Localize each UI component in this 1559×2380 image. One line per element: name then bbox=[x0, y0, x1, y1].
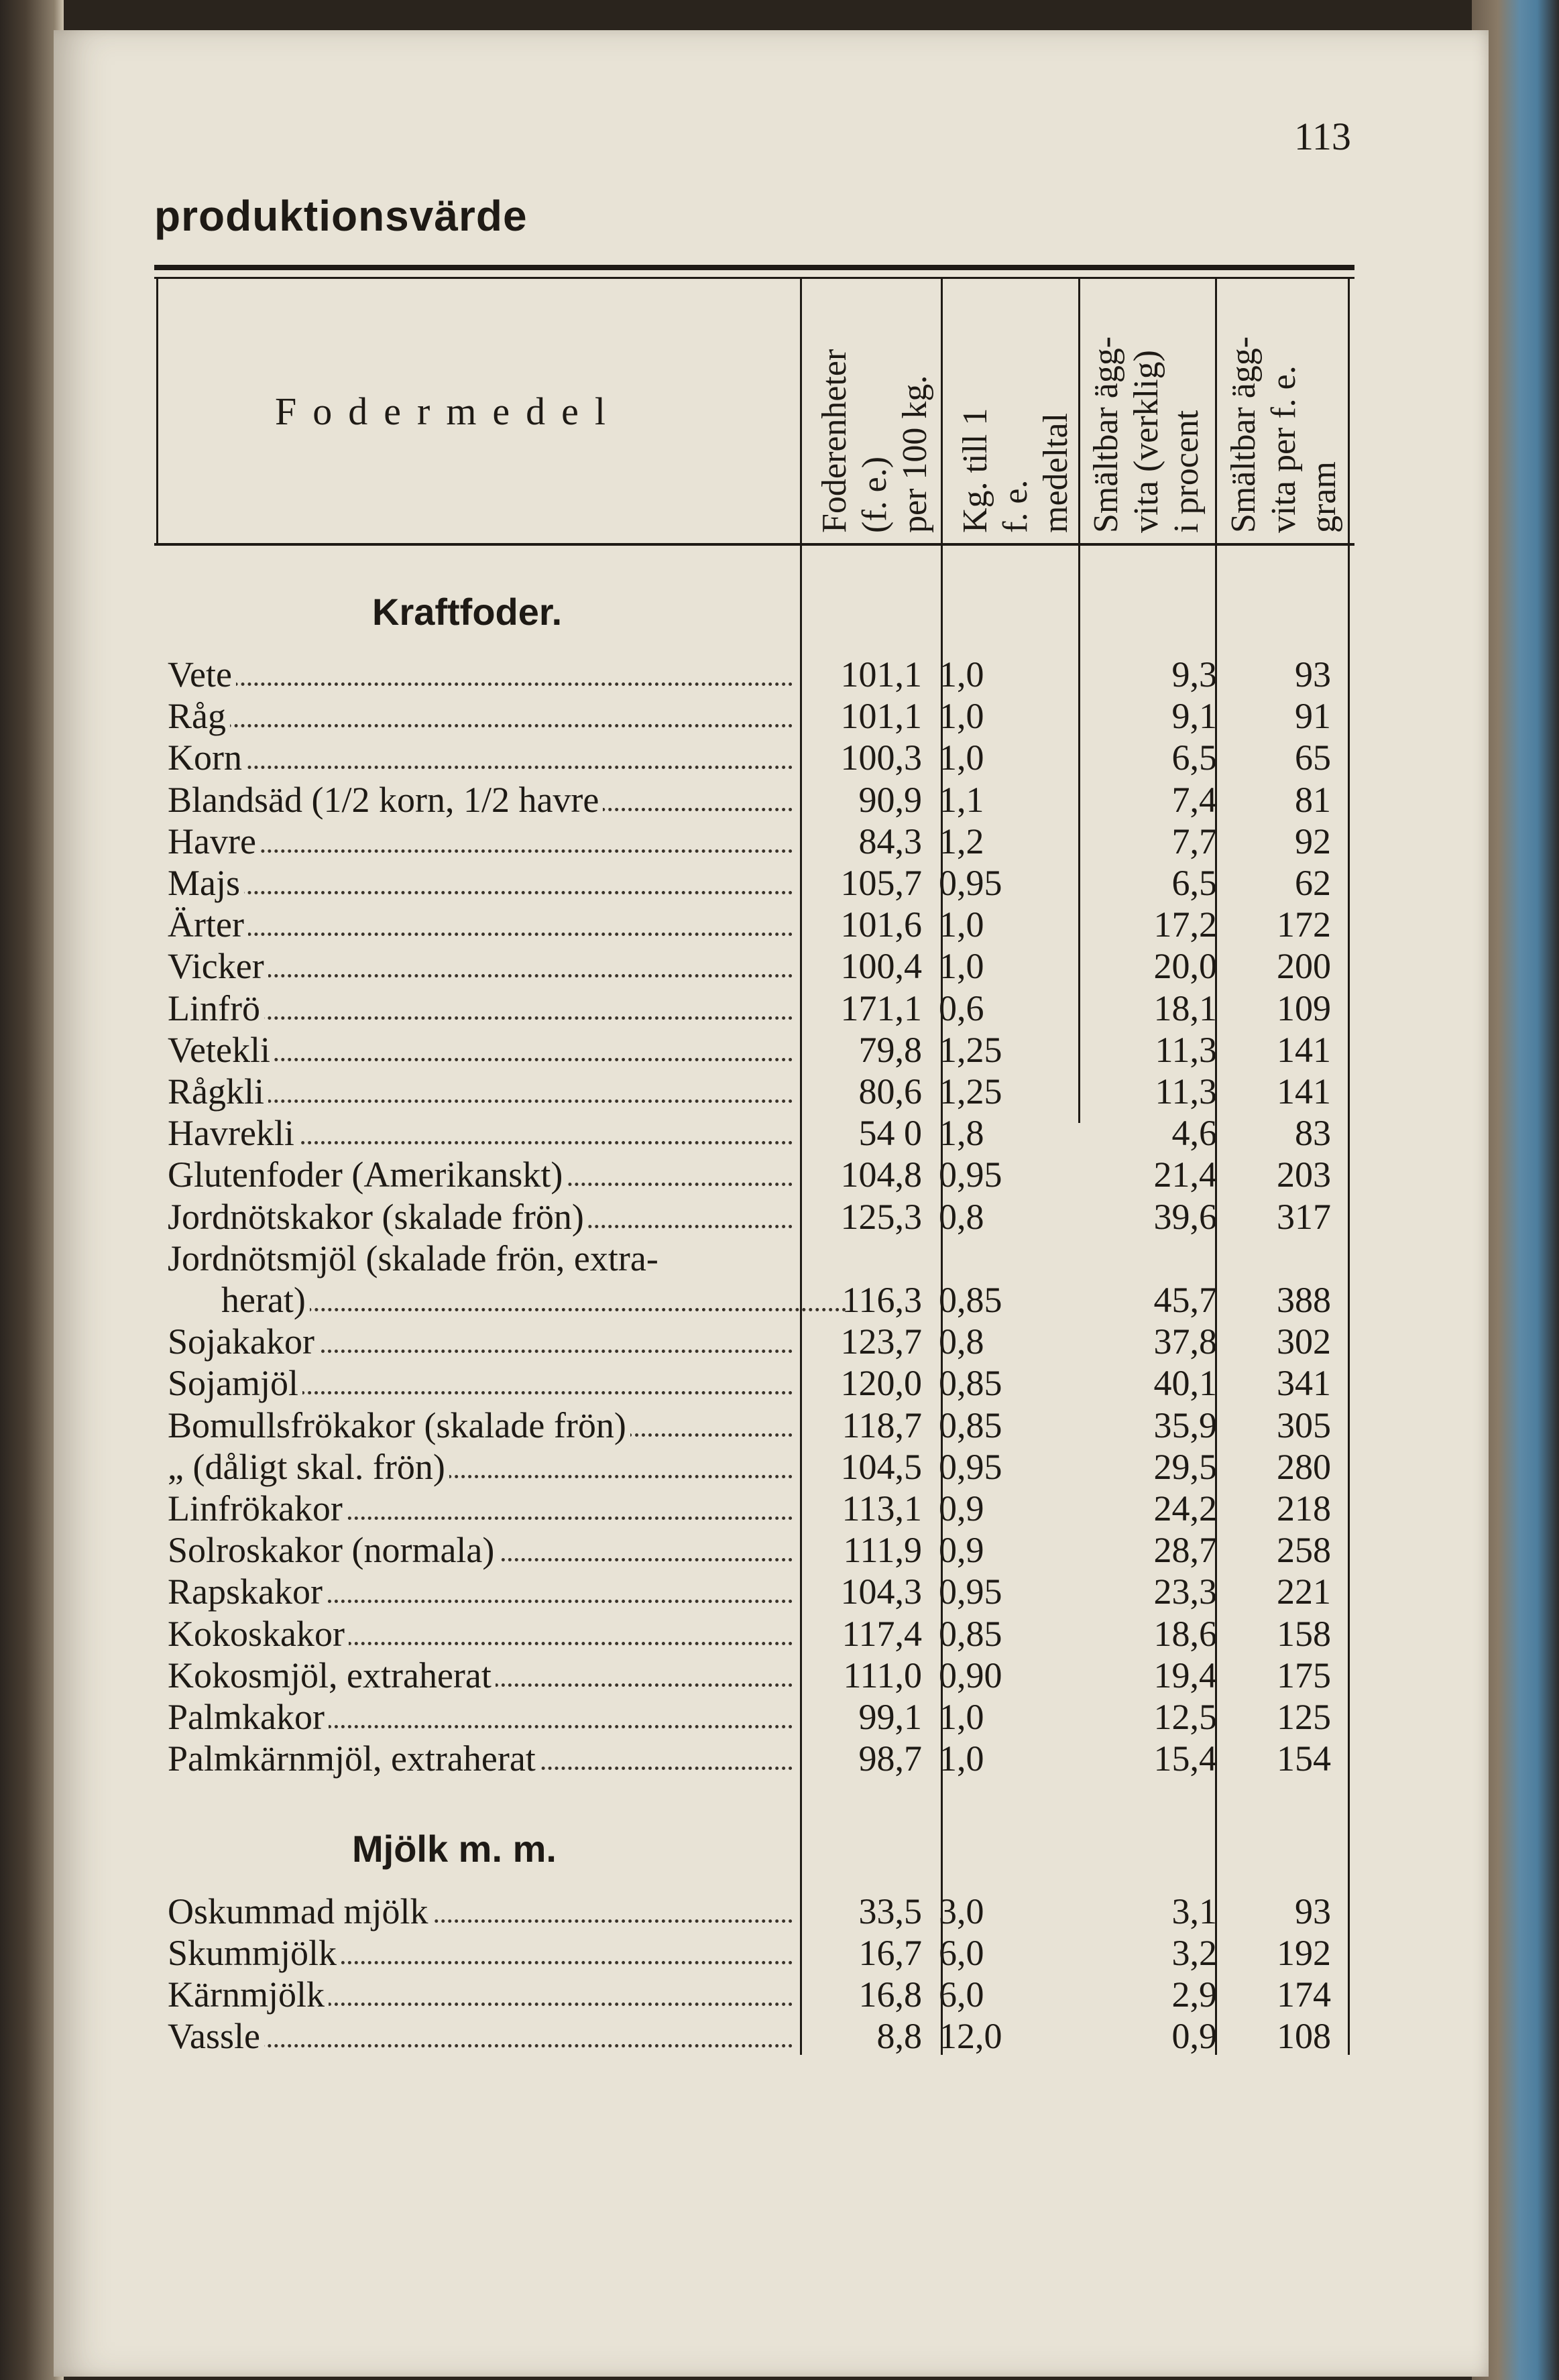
table-row bbox=[0, 1571, 1559, 1612]
table-row bbox=[0, 1362, 1559, 1404]
value-smaltbar-procent: 24,2 bbox=[1153, 1488, 1217, 1529]
table-row bbox=[0, 1238, 1559, 1279]
table-left-border bbox=[156, 278, 158, 543]
top-rule-thin bbox=[154, 277, 1354, 279]
table-row bbox=[0, 988, 1559, 1029]
value-kg-till-fe: 1,0 bbox=[939, 946, 984, 987]
table-row bbox=[0, 1112, 1559, 1154]
dot-leader bbox=[168, 766, 793, 769]
row-name bbox=[168, 1738, 798, 1779]
table-row bbox=[0, 1071, 1559, 1112]
value-kg-till-fe: 1,0 bbox=[939, 696, 984, 737]
value-smaltbar-procent: 18,6 bbox=[1153, 1613, 1217, 1654]
row-name-text: Kokosmjöl, extraherat bbox=[168, 1655, 496, 1695]
table-row bbox=[0, 1655, 1559, 1696]
row-name-text: Jordnötskakor (skalade frön) bbox=[168, 1197, 588, 1237]
row-name-text: Sojakakor bbox=[168, 1321, 319, 1362]
value-smaltbar-gram: 62 bbox=[1295, 863, 1331, 903]
value-smaltbar-procent: 11,3 bbox=[1155, 1071, 1217, 1112]
dot-leader bbox=[168, 849, 793, 853]
value-foderenheter: 125,3 bbox=[840, 1196, 922, 1237]
row-name bbox=[168, 1932, 798, 1974]
row-name bbox=[168, 1891, 798, 1932]
value-kg-till-fe: 0,85 bbox=[939, 1405, 1002, 1445]
row-name-text: Havre bbox=[168, 821, 260, 861]
value-foderenheter: 118,7 bbox=[842, 1405, 922, 1445]
value-kg-till-fe: 1,0 bbox=[939, 1697, 984, 1737]
value-foderenheter: 171,1 bbox=[840, 988, 922, 1028]
row-name-text: Linfrö bbox=[168, 988, 264, 1028]
value-smaltbar-procent: 21,4 bbox=[1153, 1154, 1217, 1195]
value-kg-till-fe: 0,85 bbox=[939, 1363, 1002, 1404]
value-smaltbar-gram: 388 bbox=[1277, 1280, 1331, 1320]
value-smaltbar-procent: 15,4 bbox=[1153, 1738, 1217, 1779]
value-smaltbar-gram: 93 bbox=[1295, 1891, 1331, 1931]
value-smaltbar-procent: 18,1 bbox=[1153, 988, 1217, 1028]
row-name-text: Oskummad mjölk bbox=[168, 1891, 432, 1931]
value-kg-till-fe: 6,0 bbox=[939, 1974, 984, 2015]
header-kg-till-fe: Kg. till 1 f. e. medeltal bbox=[956, 408, 1075, 533]
table-row bbox=[0, 695, 1559, 737]
value-smaltbar-gram: 280 bbox=[1277, 1446, 1331, 1487]
row-name bbox=[168, 737, 798, 778]
row-name bbox=[168, 1974, 798, 2015]
value-foderenheter: 117,4 bbox=[842, 1613, 922, 1654]
value-smaltbar-gram: 93 bbox=[1295, 654, 1331, 695]
value-kg-till-fe: 1,1 bbox=[939, 779, 984, 820]
row-name bbox=[168, 1405, 798, 1446]
value-smaltbar-gram: 125 bbox=[1277, 1697, 1331, 1737]
row-name bbox=[168, 821, 798, 862]
row-name bbox=[168, 1154, 798, 1195]
table-row bbox=[0, 1405, 1559, 1446]
dot-leader bbox=[168, 891, 793, 894]
value-kg-till-fe: 0,90 bbox=[939, 1655, 1002, 1695]
value-foderenheter: 111,9 bbox=[843, 1530, 922, 1571]
value-kg-till-fe: 0,95 bbox=[939, 1154, 1002, 1195]
row-name-text: Sojamjöl bbox=[168, 1363, 302, 1403]
value-smaltbar-procent: 37,8 bbox=[1153, 1321, 1217, 1362]
value-smaltbar-gram: 154 bbox=[1277, 1738, 1331, 1779]
row-name-text: Bomullsfrökakor (skalade frön) bbox=[168, 1405, 630, 1445]
value-foderenheter: 120,0 bbox=[840, 1363, 922, 1404]
row-name bbox=[168, 1696, 798, 1738]
row-name bbox=[168, 904, 798, 945]
value-smaltbar-gram: 141 bbox=[1277, 1071, 1331, 1112]
value-smaltbar-procent: 0,9 bbox=[1171, 2016, 1217, 2056]
table-row bbox=[0, 1279, 1559, 1321]
value-smaltbar-gram: 65 bbox=[1295, 737, 1331, 778]
row-name bbox=[168, 1196, 798, 1238]
row-name bbox=[168, 1488, 798, 1529]
value-foderenheter: 54 0 bbox=[858, 1113, 922, 1154]
row-name-text: „ (dåligt skal. frön) bbox=[168, 1447, 449, 1487]
table-row bbox=[0, 1974, 1559, 2015]
table-row bbox=[0, 821, 1559, 862]
table-row bbox=[0, 904, 1559, 945]
value-smaltbar-procent: 20,0 bbox=[1153, 946, 1217, 987]
row-name-text: Kärnmjölk bbox=[168, 1974, 329, 2015]
value-smaltbar-procent: 12,5 bbox=[1153, 1697, 1217, 1737]
value-foderenheter: 100,3 bbox=[840, 737, 922, 778]
value-kg-till-fe: 1,25 bbox=[939, 1071, 1002, 1112]
value-smaltbar-procent: 29,5 bbox=[1153, 1446, 1217, 1487]
value-foderenheter: 123,7 bbox=[840, 1321, 922, 1362]
row-name-text: Linfrökakor bbox=[168, 1488, 347, 1529]
value-foderenheter: 104,3 bbox=[840, 1571, 922, 1612]
value-foderenheter: 16,8 bbox=[858, 1974, 922, 2015]
table-row bbox=[0, 737, 1559, 778]
value-kg-till-fe: 0,95 bbox=[939, 1446, 1002, 1487]
row-name-text: Vicker bbox=[168, 946, 268, 986]
value-smaltbar-gram: 158 bbox=[1277, 1613, 1331, 1654]
value-foderenheter: 104,8 bbox=[840, 1154, 922, 1195]
value-foderenheter: 100,4 bbox=[840, 946, 922, 987]
value-smaltbar-procent: 23,3 bbox=[1153, 1571, 1217, 1612]
row-name-text: Solroskakor (normala) bbox=[168, 1530, 498, 1570]
row-name bbox=[168, 1362, 798, 1404]
value-smaltbar-gram: 305 bbox=[1277, 1405, 1331, 1445]
row-name bbox=[168, 1321, 798, 1362]
table-row bbox=[0, 1321, 1559, 1362]
table-row bbox=[0, 1154, 1559, 1195]
row-name bbox=[168, 862, 798, 904]
dot-leader bbox=[168, 682, 793, 686]
row-name-text: Majs bbox=[168, 863, 244, 903]
value-kg-till-fe: 0,95 bbox=[939, 863, 1002, 903]
row-name-text: Glutenfoder (Amerikanskt) bbox=[168, 1154, 567, 1195]
row-name bbox=[221, 1279, 852, 1321]
value-smaltbar-procent: 3,1 bbox=[1171, 1891, 1217, 1931]
table-row bbox=[0, 1446, 1559, 1488]
value-smaltbar-gram: 141 bbox=[1277, 1029, 1331, 1070]
value-smaltbar-gram: 81 bbox=[1295, 779, 1331, 820]
value-smaltbar-procent: 2,9 bbox=[1171, 1974, 1217, 2015]
value-smaltbar-procent: 4,6 bbox=[1171, 1113, 1217, 1154]
row-name-text: Råg bbox=[168, 696, 230, 736]
value-foderenheter: 101,1 bbox=[840, 654, 922, 695]
table-row bbox=[0, 779, 1559, 821]
row-name bbox=[168, 1238, 798, 1279]
row-name-text: Vetekli bbox=[168, 1030, 274, 1070]
table-row bbox=[0, 1196, 1559, 1238]
value-foderenheter: 101,6 bbox=[840, 904, 922, 945]
value-smaltbar-procent: 7,7 bbox=[1171, 821, 1217, 861]
value-foderenheter: 16,7 bbox=[858, 1933, 922, 1973]
value-foderenheter: 116,3 bbox=[842, 1280, 922, 1320]
header-smaltbar-procent: Smältbar ägg- vita (verklig) i procent bbox=[1087, 336, 1206, 533]
row-name-text: Palmkärnmjöl, extraherat bbox=[168, 1738, 540, 1779]
row-name bbox=[168, 1655, 798, 1696]
value-kg-till-fe: 0,85 bbox=[939, 1613, 1002, 1654]
table-row bbox=[0, 2015, 1559, 2057]
value-kg-till-fe: 1,8 bbox=[939, 1113, 984, 1154]
value-smaltbar-gram: 302 bbox=[1277, 1321, 1331, 1362]
value-smaltbar-gram: 258 bbox=[1277, 1530, 1331, 1571]
row-name-text: Jordnötsmjöl (skalade frön, extra- bbox=[168, 1238, 662, 1278]
value-kg-till-fe: 1,0 bbox=[939, 737, 984, 778]
row-name bbox=[168, 695, 798, 737]
running-head: produktionsvärde bbox=[154, 192, 528, 240]
row-name-text: Skummjölk bbox=[168, 1933, 341, 1973]
header-smaltbar-gram: Smältbar ägg- vita per f. e. gram bbox=[1224, 336, 1343, 533]
value-kg-till-fe: 1,2 bbox=[939, 821, 984, 861]
table-row bbox=[0, 945, 1559, 987]
value-smaltbar-procent: 9,3 bbox=[1171, 654, 1217, 695]
row-name-text: Korn bbox=[168, 737, 246, 778]
value-smaltbar-gram: 218 bbox=[1277, 1488, 1331, 1529]
value-smaltbar-gram: 203 bbox=[1277, 1154, 1331, 1195]
row-name bbox=[168, 654, 798, 695]
value-smaltbar-procent: 7,4 bbox=[1171, 779, 1217, 820]
table-row bbox=[0, 1738, 1559, 1779]
value-smaltbar-procent: 28,7 bbox=[1153, 1530, 1217, 1571]
value-foderenheter: 84,3 bbox=[858, 821, 922, 861]
value-kg-till-fe: 0,95 bbox=[939, 1571, 1002, 1612]
value-kg-till-fe: 6,0 bbox=[939, 1933, 984, 1973]
row-name bbox=[168, 988, 798, 1029]
dot-leader bbox=[168, 933, 793, 936]
row-name-text: Vassle bbox=[168, 2016, 264, 2056]
table-row bbox=[0, 1891, 1559, 1932]
table-row bbox=[0, 862, 1559, 904]
value-smaltbar-gram: 108 bbox=[1277, 2016, 1331, 2056]
value-smaltbar-gram: 92 bbox=[1295, 821, 1331, 861]
dot-leader bbox=[168, 724, 793, 727]
value-smaltbar-gram: 317 bbox=[1277, 1196, 1331, 1237]
row-name bbox=[168, 2015, 798, 2057]
row-name bbox=[168, 1613, 798, 1655]
row-name-text: Rågkli bbox=[168, 1071, 268, 1112]
value-smaltbar-gram: 109 bbox=[1277, 988, 1331, 1028]
value-smaltbar-gram: 200 bbox=[1277, 946, 1331, 987]
value-foderenheter: 99,1 bbox=[858, 1697, 922, 1737]
value-foderenheter: 33,5 bbox=[858, 1891, 922, 1931]
row-name bbox=[168, 945, 798, 987]
value-smaltbar-gram: 175 bbox=[1277, 1655, 1331, 1695]
value-foderenheter: 105,7 bbox=[840, 863, 922, 903]
value-smaltbar-gram: 341 bbox=[1277, 1363, 1331, 1404]
page-number: 113 bbox=[1294, 115, 1351, 158]
row-name bbox=[168, 1029, 798, 1071]
row-name-text: Havrekli bbox=[168, 1113, 298, 1153]
row-name-text: Blandsäd (1/2 korn, 1/2 havre bbox=[168, 780, 603, 820]
value-kg-till-fe: 0,6 bbox=[939, 988, 984, 1028]
value-foderenheter: 80,6 bbox=[858, 1071, 922, 1112]
value-smaltbar-gram: 174 bbox=[1277, 1974, 1331, 2015]
value-smaltbar-gram: 172 bbox=[1277, 904, 1331, 945]
value-smaltbar-procent: 40,1 bbox=[1153, 1363, 1217, 1404]
value-kg-till-fe: 0,8 bbox=[939, 1196, 984, 1237]
value-kg-till-fe: 0,8 bbox=[939, 1321, 984, 1362]
value-foderenheter: 104,5 bbox=[840, 1446, 922, 1487]
row-name-text: herat) bbox=[221, 1280, 310, 1320]
header-fodermedel: Fodermedel bbox=[275, 390, 622, 433]
value-kg-till-fe: 3,0 bbox=[939, 1891, 984, 1931]
value-kg-till-fe: 12,0 bbox=[939, 2016, 1002, 2056]
row-name bbox=[168, 1446, 798, 1488]
value-foderenheter: 113,1 bbox=[842, 1488, 922, 1529]
row-name bbox=[168, 779, 798, 821]
row-name-text: Ärter bbox=[168, 904, 248, 945]
value-smaltbar-procent: 9,1 bbox=[1171, 696, 1217, 737]
value-kg-till-fe: 1,0 bbox=[939, 654, 984, 695]
value-smaltbar-procent: 3,2 bbox=[1171, 1933, 1217, 1973]
row-name bbox=[168, 1529, 798, 1571]
value-foderenheter: 8,8 bbox=[876, 2016, 922, 2056]
dot-leader bbox=[221, 1308, 846, 1311]
top-rule bbox=[154, 265, 1354, 270]
value-foderenheter: 98,7 bbox=[858, 1738, 922, 1779]
value-smaltbar-procent: 11,3 bbox=[1155, 1029, 1217, 1070]
table-row bbox=[0, 1932, 1559, 1974]
header-rule bbox=[154, 543, 1354, 546]
value-kg-till-fe: 0,85 bbox=[939, 1280, 1002, 1320]
header-foderenheter: Foderenheter (f. e.) per 100 kg. bbox=[815, 349, 934, 533]
row-name-text: Kokoskakor bbox=[168, 1614, 349, 1654]
value-kg-till-fe: 0,9 bbox=[939, 1488, 984, 1529]
value-smaltbar-procent: 6,5 bbox=[1171, 863, 1217, 903]
value-foderenheter: 111,0 bbox=[843, 1655, 922, 1695]
value-smaltbar-procent: 39,6 bbox=[1153, 1196, 1217, 1237]
value-smaltbar-gram: 91 bbox=[1295, 696, 1331, 737]
value-smaltbar-procent: 17,2 bbox=[1153, 904, 1217, 945]
row-name bbox=[168, 1571, 798, 1612]
value-kg-till-fe: 0,9 bbox=[939, 1530, 984, 1571]
table-row bbox=[0, 1613, 1559, 1655]
value-smaltbar-gram: 83 bbox=[1295, 1113, 1331, 1154]
row-name bbox=[168, 1071, 798, 1112]
table-row bbox=[0, 1488, 1559, 1529]
row-name-text: Palmkakor bbox=[168, 1697, 329, 1737]
value-kg-till-fe: 1,0 bbox=[939, 904, 984, 945]
value-foderenheter: 79,8 bbox=[858, 1029, 922, 1070]
table-row bbox=[0, 1696, 1559, 1738]
value-smaltbar-procent: 45,7 bbox=[1153, 1280, 1217, 1320]
value-smaltbar-procent: 35,9 bbox=[1153, 1405, 1217, 1445]
table-row bbox=[0, 1029, 1559, 1071]
value-foderenheter: 90,9 bbox=[858, 779, 922, 820]
row-name bbox=[168, 1112, 798, 1154]
value-kg-till-fe: 1,0 bbox=[939, 1738, 984, 1779]
value-smaltbar-gram: 221 bbox=[1277, 1571, 1331, 1612]
value-smaltbar-procent: 6,5 bbox=[1171, 737, 1217, 778]
row-name-text: Vete bbox=[168, 654, 236, 695]
value-smaltbar-procent: 19,4 bbox=[1153, 1655, 1217, 1695]
row-name-text: Rapskakor bbox=[168, 1571, 327, 1612]
value-foderenheter: 101,1 bbox=[840, 696, 922, 737]
table-row bbox=[0, 1529, 1559, 1571]
table-row bbox=[0, 654, 1559, 695]
section-title-kraftfoder: Kraftfoder. bbox=[372, 591, 563, 633]
value-smaltbar-gram: 192 bbox=[1277, 1933, 1331, 1973]
value-kg-till-fe: 1,25 bbox=[939, 1029, 1002, 1070]
section-title-mjolk: Mjölk m. m. bbox=[352, 1828, 557, 1870]
